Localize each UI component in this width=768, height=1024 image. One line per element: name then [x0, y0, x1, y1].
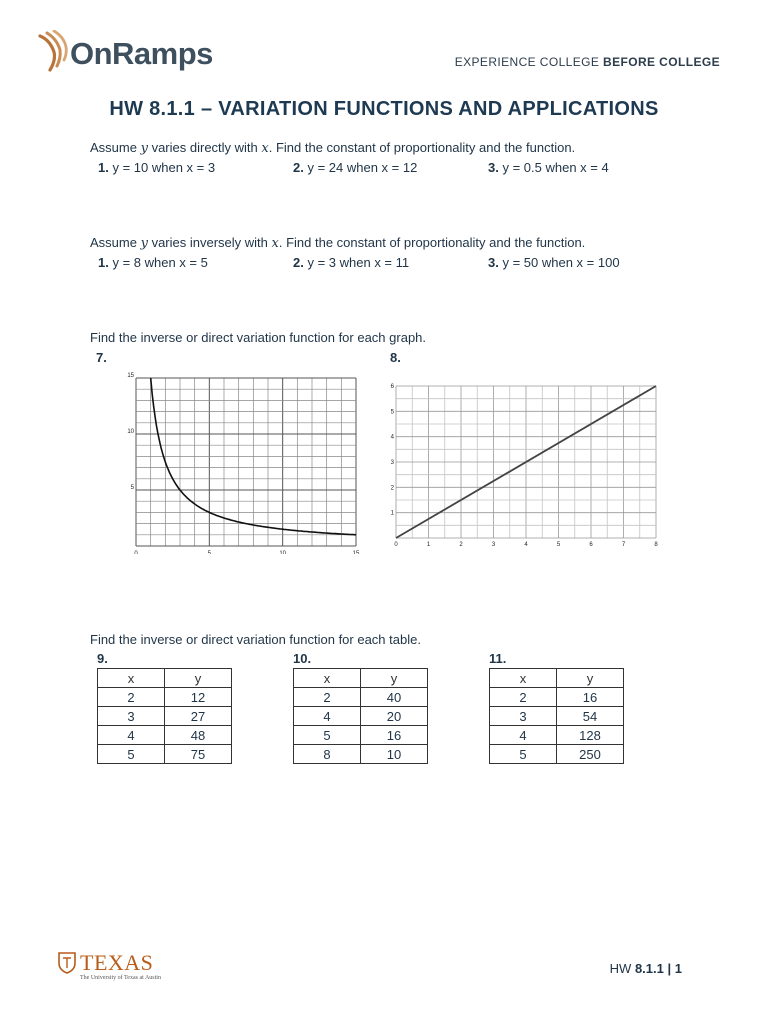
table-header-cell: x [490, 669, 557, 688]
problem-4 [98, 255, 208, 270]
y-tick-label: 4 [390, 434, 394, 441]
problem-number: 1. [98, 160, 109, 175]
table-cell: 4 [490, 726, 557, 745]
problem-text: y = 3 when x = 11 [307, 255, 410, 270]
problem-text: y = 0.5 when x = 4 [502, 160, 609, 175]
x-tick-label: 1 [426, 542, 431, 548]
x-tick-label: 6 [589, 542, 593, 548]
table-cell: 5 [490, 745, 557, 764]
var-y: y [140, 141, 148, 156]
tables-instruction: Find the inverse or direct variation function for each table. [90, 632, 421, 647]
table-header-cell: y [361, 669, 428, 688]
brand-name: OnRamps [70, 36, 213, 71]
tagline-bold: BEFORE COLLEGE [603, 55, 720, 69]
instr-text: varies directly with [151, 140, 258, 155]
page-title: HW 8.1.1 – VARIATION FUNCTIONS AND APPLICATIONS [109, 98, 659, 120]
table-row [98, 688, 232, 707]
table-header-row [490, 669, 624, 688]
onramps-swoosh-icon [36, 30, 70, 76]
instr-text: . Find the constant of proportionality and the function. [268, 140, 576, 155]
problem-2 [293, 160, 417, 175]
table-11 [489, 668, 624, 764]
table-row [294, 707, 428, 726]
table-cell: 75 [165, 745, 232, 764]
problem-text: y = 50 when x = 100 [502, 255, 620, 270]
table-cell: 16 [557, 688, 624, 707]
table-cell: 54 [557, 707, 624, 726]
x-tick-label: 0 [134, 551, 138, 554]
y-tick-label: 1 [390, 510, 394, 517]
page-number: 1 [674, 961, 682, 976]
problem-text: y = 10 when x = 3 [112, 160, 216, 175]
graph-8-label: 8. [390, 350, 401, 365]
problem-number: 2. [293, 255, 304, 270]
graphs-instruction: Find the inverse or direct variation function for each graph. [90, 330, 427, 345]
footer-prefix: HW [609, 961, 632, 976]
ut-seal-icon [58, 952, 76, 974]
graph-7-inverse-chart [120, 372, 364, 554]
var-x: x [271, 236, 279, 251]
table-row [490, 745, 624, 764]
instr-text: . Find the constant of proportionality and the function. [278, 235, 586, 250]
table-cell: 48 [165, 726, 232, 745]
instr-text: Assume [90, 140, 137, 155]
page-footer [610, 961, 682, 976]
table-cell: 5 [294, 726, 361, 745]
table-10 [293, 668, 428, 764]
x-tick-label: 5 [207, 551, 212, 554]
table-9-label: 9. [97, 651, 108, 666]
table-row [98, 707, 232, 726]
instr-text: varies inversely with [151, 235, 268, 250]
table-row [294, 745, 428, 764]
table-cell: 8 [294, 745, 361, 764]
y-tick-label: 6 [390, 384, 394, 390]
table-header-row [294, 669, 428, 688]
table-cell: 4 [294, 707, 361, 726]
x-tick-label: 10 [279, 551, 287, 554]
inverse-instruction [90, 235, 585, 251]
instr-text: Assume [90, 235, 137, 250]
x-tick-label: 0 [394, 542, 398, 548]
var-y: y [140, 236, 148, 251]
y-tick-label: 15 [127, 373, 134, 379]
direct-instruction [90, 140, 575, 156]
problem-number: 1. [98, 255, 109, 270]
y-tick-label: 5 [390, 409, 394, 416]
table-row [490, 688, 624, 707]
table-cell: 27 [165, 707, 232, 726]
problem-text: y = 8 when x = 5 [112, 255, 208, 270]
y-tick-label: 5 [130, 485, 134, 491]
x-tick-label: 8 [654, 542, 658, 548]
table-cell: 3 [98, 707, 165, 726]
problem-number: 3. [488, 255, 499, 270]
table-cell: 250 [557, 745, 624, 764]
problem-number: 2. [293, 160, 304, 175]
problem-3 [488, 160, 609, 175]
problem-text: y = 24 when x = 12 [307, 160, 418, 175]
university-name: TEXAS [80, 950, 154, 975]
x-tick-label: 15 [352, 551, 360, 554]
problem-1 [98, 160, 215, 175]
table-cell: 20 [361, 707, 428, 726]
footer-code: 8.1.1 [634, 961, 664, 976]
table-cell: 2 [490, 688, 557, 707]
y-tick-label: 10 [127, 429, 134, 435]
table-cell: 3 [490, 707, 557, 726]
y-tick-label: 2 [390, 485, 394, 492]
problem-6 [488, 255, 620, 270]
y-tick-label: 3 [390, 460, 394, 466]
graph-8-direct-chart [386, 380, 662, 552]
table-row [490, 707, 624, 726]
table-row [98, 726, 232, 745]
table-cell: 10 [361, 745, 428, 764]
x-tick-label: 7 [621, 542, 626, 548]
table-cell: 2 [294, 688, 361, 707]
table-cell: 2 [98, 688, 165, 707]
table-header-cell: x [294, 669, 361, 688]
university-subtitle: The University of Texas at Austin [80, 975, 161, 981]
x-tick-label: 4 [524, 542, 528, 548]
table-9 [97, 668, 232, 764]
tagline [455, 55, 720, 69]
x-tick-label: 5 [556, 542, 561, 548]
footer-separator: | [667, 961, 672, 976]
var-x: x [261, 141, 269, 156]
table-row [294, 726, 428, 745]
table-11-label: 11. [489, 651, 507, 666]
table-10-label: 10. [293, 651, 312, 666]
graph-7-label: 7. [96, 350, 107, 365]
problem-5 [293, 255, 409, 270]
table-row [98, 745, 232, 764]
tagline-plain: EXPERIENCE COLLEGE [454, 55, 600, 69]
table-row [294, 688, 428, 707]
table-header-cell: y [165, 669, 232, 688]
table-cell: 5 [98, 745, 165, 764]
table-row [490, 726, 624, 745]
x-tick-label: 3 [491, 542, 496, 548]
table-cell: 16 [361, 726, 428, 745]
table-header-row [98, 669, 232, 688]
table-cell: 12 [165, 688, 232, 707]
x-tick-label: 2 [459, 542, 463, 548]
table-header-cell: y [557, 669, 624, 688]
problem-number: 3. [488, 160, 499, 175]
table-cell: 40 [361, 688, 428, 707]
table-header-cell: x [98, 669, 165, 688]
table-cell: 128 [557, 726, 624, 745]
table-cell: 4 [98, 726, 165, 745]
